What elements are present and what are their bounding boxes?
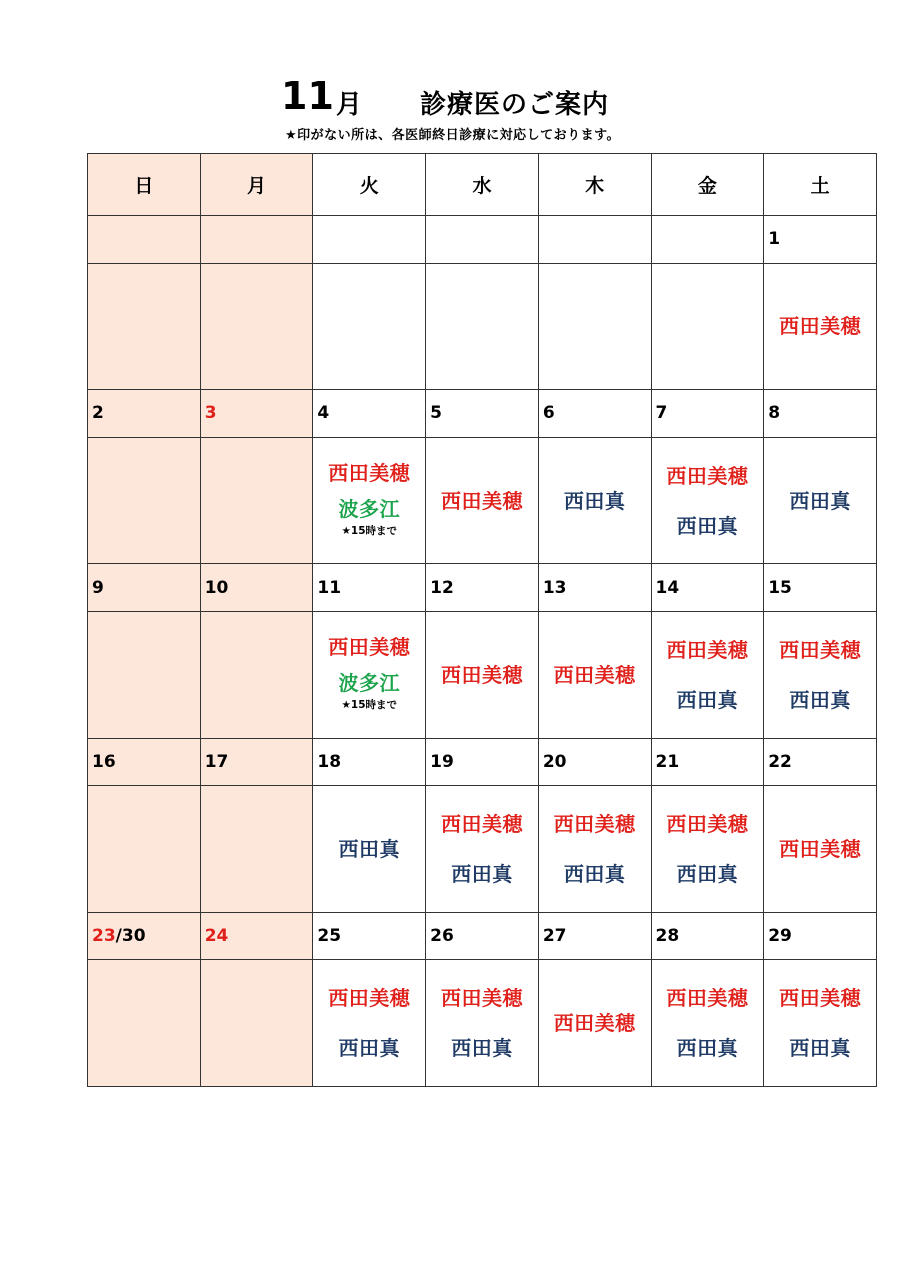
date-cell-wed	[426, 216, 539, 264]
schedule-cell-sun	[88, 437, 201, 564]
doctor-name: 西田真	[676, 1036, 739, 1061]
doctor-name: 西田美穂	[779, 637, 862, 662]
date-cell-thu	[538, 738, 651, 786]
date-cell-mon	[200, 738, 313, 786]
date-number: 2	[92, 403, 104, 424]
date-cell-mon	[200, 912, 313, 960]
date-cell-mon	[200, 564, 313, 612]
date-number: 8	[768, 403, 781, 424]
schedule-cell-tue	[313, 263, 426, 390]
date-cell-fri	[651, 216, 764, 264]
schedule-cell-sat	[764, 960, 877, 1087]
schedule-cell-sun	[88, 611, 201, 738]
date-row	[88, 564, 877, 612]
date-number: 17	[204, 751, 229, 772]
date-cell-fri	[651, 912, 764, 960]
doctor-name: 西田美穂	[553, 1011, 636, 1036]
date-cell-sun	[88, 216, 201, 264]
doctor-name: 西田美穂	[440, 488, 523, 513]
holiday-date: 23	[92, 926, 116, 947]
date-cell-fri	[651, 738, 764, 786]
date-cell-thu	[538, 564, 651, 612]
schedule-cell-tue	[313, 611, 426, 738]
date-number: 28	[655, 926, 680, 947]
doctor-name: 西田美穂	[553, 811, 636, 836]
month-suffix: 月	[336, 90, 363, 120]
schedule-cell-mon	[200, 263, 313, 390]
schedule-cell-wed	[426, 960, 539, 1087]
doctor-name: 西田真	[338, 836, 400, 861]
schedule-cell-fri	[651, 437, 764, 564]
date-cell-thu	[538, 390, 651, 438]
date-number: 7	[655, 403, 668, 424]
doctor-name: 西田美穂	[440, 662, 523, 687]
date-cell-tue	[313, 738, 426, 786]
schedule-cell-mon	[200, 611, 313, 738]
schedule-cell-fri	[651, 611, 764, 738]
weekday-fri: 金	[651, 154, 764, 216]
doctor-name: 西田真	[676, 861, 739, 886]
date-number: 9	[92, 577, 104, 598]
date-number: 16	[92, 751, 116, 772]
schedule-cell-sun	[88, 786, 201, 913]
date-cell-sat	[764, 738, 877, 786]
date-cell-sun	[88, 912, 201, 960]
date-cell-wed	[426, 390, 539, 438]
doctor-name: 西田真	[789, 488, 851, 513]
doctor-name: 西田美穂	[779, 986, 862, 1011]
date-number: 19	[430, 751, 454, 772]
date-cell-sat	[764, 564, 877, 612]
schedule-cell-thu	[538, 437, 651, 564]
date-number: 11	[317, 577, 342, 598]
calendar-table	[87, 153, 877, 1087]
schedule-row	[88, 786, 877, 913]
doctor-name: 西田真	[676, 513, 739, 538]
date-cell-sat	[764, 912, 877, 960]
schedule-row	[88, 611, 877, 738]
date-number: 25	[317, 926, 342, 947]
schedule-cell-thu	[538, 786, 651, 913]
date-cell-wed	[426, 738, 539, 786]
schedule-cell-sat	[764, 611, 877, 738]
doctor-name: 西田美穂	[440, 811, 523, 836]
doctor-name: 西田真	[563, 861, 626, 886]
month-number: 11	[281, 74, 334, 118]
schedule-row	[88, 960, 877, 1087]
date-number: 6	[542, 403, 555, 424]
doctor-name: 西田美穂	[328, 461, 411, 486]
doctor-name: 西田美穂	[666, 986, 749, 1011]
hours-note: ★15時まで	[341, 699, 398, 712]
date-cell-wed	[426, 912, 539, 960]
schedule-cell-mon	[200, 960, 313, 1087]
date-cell-sun	[88, 738, 201, 786]
weekday-header-row	[88, 154, 877, 216]
date-row	[88, 912, 877, 960]
schedule-cell-tue	[313, 437, 426, 564]
date-number: 5	[430, 403, 442, 424]
schedule-cell-sat	[764, 263, 877, 390]
date-cell-fri	[651, 390, 764, 438]
date-number: 29	[768, 926, 792, 947]
date-number: 12	[430, 577, 454, 598]
date-cell-sat	[764, 390, 877, 438]
date-row	[88, 390, 877, 438]
schedule-cell-wed	[426, 786, 539, 913]
date-number: 4	[317, 403, 330, 424]
date-number: 14	[655, 577, 680, 598]
schedule-cell-wed	[426, 611, 539, 738]
schedule-cell-fri	[651, 786, 764, 913]
doctor-name: 西田美穂	[328, 635, 411, 660]
date-number-rest: /30	[115, 926, 146, 947]
doctor-name: 西田真	[789, 687, 851, 712]
weekday-tue: 火	[313, 154, 426, 216]
date-number: 13	[542, 577, 567, 598]
doctor-name: 西田美穂	[666, 811, 749, 836]
weekday-thu: 木	[538, 154, 651, 216]
doctor-name: 西田真	[451, 861, 513, 886]
doctor-name: 西田美穂	[779, 314, 862, 339]
date-cell-tue	[313, 216, 426, 264]
doctor-name: 西田美穂	[779, 836, 862, 861]
doctor-name: 西田真	[789, 1036, 851, 1061]
date-cell-sun	[88, 564, 201, 612]
date-cell-thu	[538, 912, 651, 960]
date-number: 20	[542, 751, 567, 772]
date-number: 27	[542, 926, 567, 947]
schedule-cell-thu	[538, 960, 651, 1087]
doctor-name: 西田真	[676, 687, 739, 712]
date-number: 21	[655, 751, 680, 772]
schedule-cell-sat	[764, 437, 877, 564]
date-cell-thu	[538, 216, 651, 264]
schedule-cell-thu	[538, 611, 651, 738]
schedule-cell-sun	[88, 960, 201, 1087]
date-cell-tue	[313, 390, 426, 438]
date-cell-mon	[200, 216, 313, 264]
date-number: 15	[768, 577, 792, 598]
doctor-name: 西田真	[451, 1036, 513, 1061]
date-number: 22	[768, 751, 792, 772]
doctor-name: 西田美穂	[440, 986, 523, 1011]
doctor-name: 西田真	[338, 1036, 400, 1061]
page-title	[0, 68, 905, 124]
date-cell-wed	[426, 564, 539, 612]
weekday-wed: 水	[426, 154, 539, 216]
schedule-cell-fri	[651, 263, 764, 390]
schedule-cell-mon	[200, 437, 313, 564]
doctor-name: 西田真	[563, 488, 626, 513]
doctor-name: 西田美穂	[328, 986, 411, 1011]
schedule-cell-mon	[200, 786, 313, 913]
date-number	[88, 926, 200, 946]
date-row	[88, 738, 877, 786]
doctor-name: 西田美穂	[666, 463, 749, 488]
schedule-cell-fri	[651, 960, 764, 1087]
schedule-cell-wed	[426, 437, 539, 564]
doctor-name: 西田美穂	[666, 637, 749, 662]
schedule-row	[88, 263, 877, 390]
schedule-cell-tue	[313, 960, 426, 1087]
weekday-sun: 日	[88, 154, 201, 216]
doctor-name: 西田美穂	[553, 662, 636, 687]
schedule-cell-sat	[764, 786, 877, 913]
date-number: 10	[204, 577, 229, 598]
date-cell-fri	[651, 564, 764, 612]
hours-note: ★15時まで	[341, 525, 398, 538]
date-row	[88, 216, 877, 264]
date-cell-tue	[313, 912, 426, 960]
date-number: 18	[317, 751, 342, 772]
doctor-name: 波多江	[338, 497, 400, 522]
date-cell-mon	[200, 390, 313, 438]
date-number: 26	[430, 926, 454, 947]
weekday-sat: 土	[764, 154, 877, 216]
holiday-date: 3	[204, 403, 217, 424]
schedule-cell-tue	[313, 786, 426, 913]
date-cell-tue	[313, 564, 426, 612]
holiday-date: 24	[204, 926, 229, 947]
schedule-row	[88, 437, 877, 564]
doctor-name: 波多江	[338, 671, 400, 696]
schedule-note: ★印がない所は、各医師終日診療に対応しております。	[284, 128, 621, 143]
weekday-mon: 月	[200, 154, 313, 216]
date-cell-sun	[88, 390, 201, 438]
schedule-cell-wed	[426, 263, 539, 390]
date-cell-sat	[764, 216, 877, 264]
schedule-cell-thu	[538, 263, 651, 390]
title-text: 診療医のご案内	[420, 90, 610, 120]
schedule-cell-sun	[88, 263, 201, 390]
date-number: 1	[768, 229, 781, 250]
